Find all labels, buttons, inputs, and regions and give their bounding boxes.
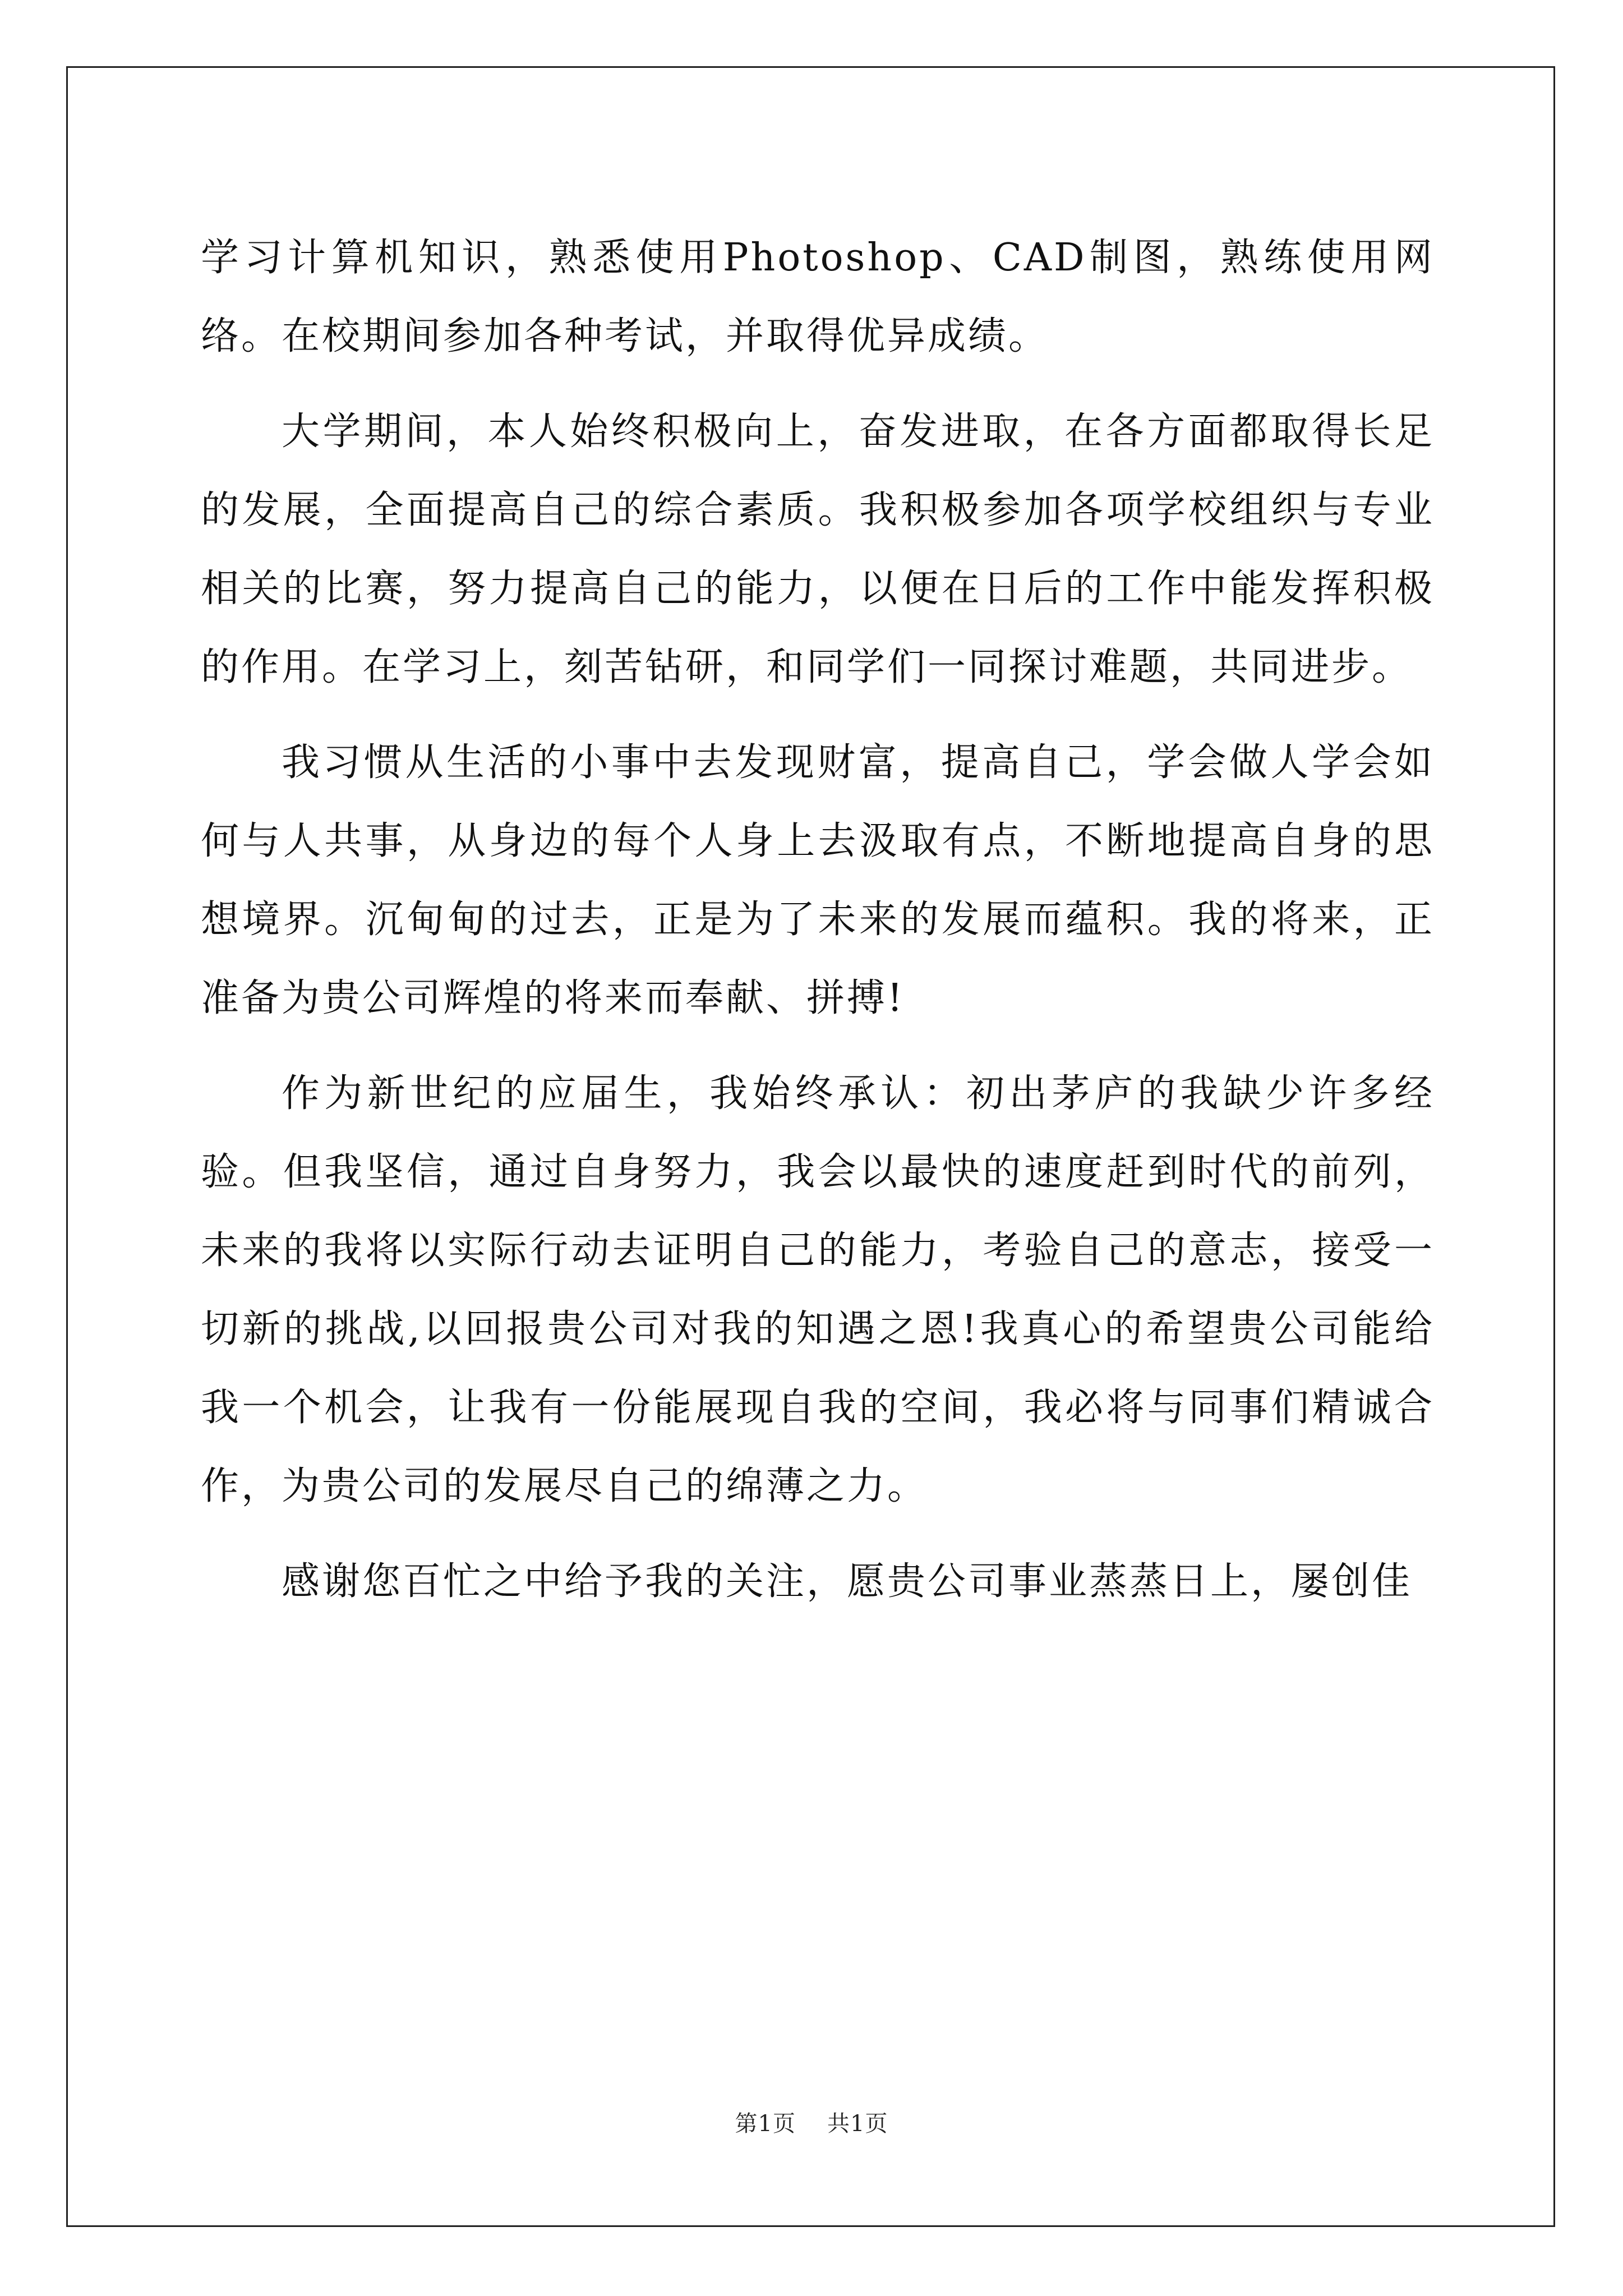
paragraph-5: 感谢您百忙之中给予我的关注，愿贵公司事业蒸蒸日上，屡创佳 xyxy=(282,1559,1413,1604)
page-number: 第1页 xyxy=(735,2111,796,2137)
paragraph-2: 大学期间，本人始终积极向上，奋发进取，在各方面都取得长足的发展，全面提高自己的综合素质。我积极参加各项学校组织与专业相关的比赛，努力提高自己的能力，以便在日后的工作中能发挥积极的作用。在学习上，刻苦钻研，和同学们一同探讨难题，共同进步。 xyxy=(201,409,1435,689)
paragraph-4: 作为新世纪的应届生，我始终承认：初出茅庐的我缺少许多经验。但我坚信，通过自身努力，我会以最快的速度赶到时代的前列，未来的我将以实际行动去证明自己的能力，考验自己的意志，接受一切新的挑战,以回报贵公司对我的知遇之恩!我真心的希望贵公司能给我一个机会，让我有一份能展现自我的空间，我必将与同事们精诚合作，为贵公司的发展尽自己的绵薄之力。 xyxy=(201,1071,1435,1508)
paragraph-1: 学习计算机知识，熟悉使用Photoshop、CAD制图，熟练使用网络。在校期间参加各种考试，并取得优异成绩。 xyxy=(201,236,1435,358)
document-body xyxy=(201,219,1435,1638)
page-total: 共1页 xyxy=(827,2111,888,2137)
page-footer xyxy=(0,2108,1623,2139)
paragraph-3: 我习惯从生活的小事中去发现财富，提高自己，学会做人学会如何与人共事，从身边的每个人身上去汲取有点，不断地提高自身的思想境界。沉甸甸的过去，正是为了未来的发展而蕴积。我的将来，正准备为贵公司辉煌的将来而奉献、拼搏! xyxy=(201,740,1435,1020)
